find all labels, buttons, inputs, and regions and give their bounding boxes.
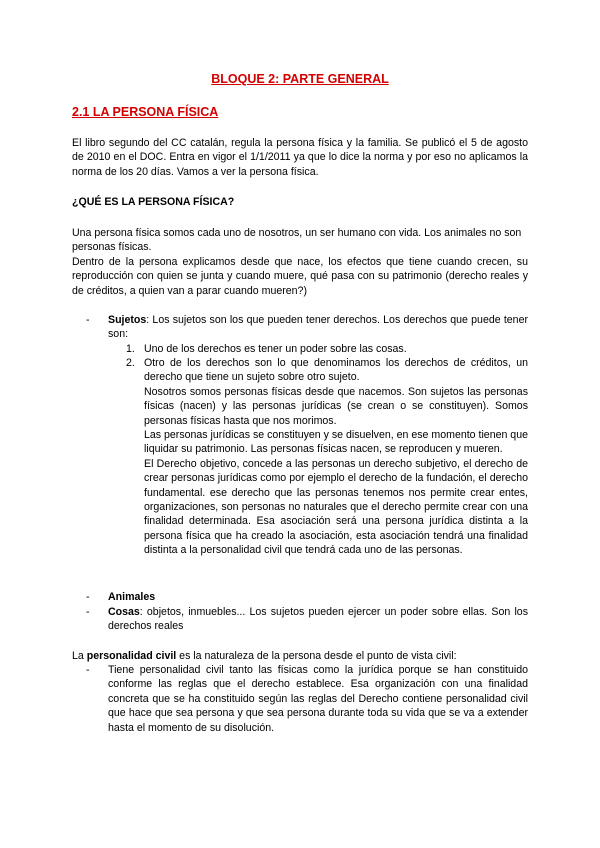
scope-paragraph: Dentro de la persona explicamos desde que nace, los efectos que tiene cuando crecen, su reproducción con quien se junta y cuando muere, qué pasa con su patrimonio (derecho reales y de créditos, a quien van a parar cuando mueren?) bbox=[72, 256, 528, 297]
cosas-text: : objetos, inmuebles... Los sujetos pueden ejercer un poder sobre ellas. Son los derechos reales bbox=[108, 606, 528, 633]
animales-label: Animales bbox=[108, 591, 156, 603]
numbered-item-2 bbox=[126, 356, 528, 558]
personalidad-text: es la naturaleza de la persona desde el punto de vista civil: bbox=[176, 650, 457, 662]
cosas-label: Cosas bbox=[108, 606, 140, 618]
numbered-text: Otro de los derechos son lo que denominamos los derechos de créditos, un derecho que tiene un sujeto sobre otro sujeto. bbox=[144, 357, 528, 384]
list-item-animales bbox=[86, 590, 528, 604]
intro-paragraph: El libro segundo del CC catalán, regula la persona física y la familia. Se publicó el 5 de agosto de 2010 en el DOC. Entra en vigor el 1/1/2011 ya que lo dice la norma y por eso no aplicamos la norma de los 20 días. Vamos a ver la persona física. bbox=[72, 137, 528, 178]
sujetos-label: Sujetos bbox=[108, 314, 147, 326]
numbered-text: Uno de los derechos es tener un poder sobre las cosas. bbox=[144, 343, 407, 355]
personalidad-paragraph bbox=[72, 649, 528, 663]
dash-marker: - bbox=[86, 591, 90, 603]
sub-paragraph-3: El Derecho objetivo, concede a las personas un derecho subjetivo, el derecho de crear personas jurídicas como por ejemplo el derecho de la fundación, el derecho fundamental. ese derecho que las personas tenemos nos permite crear entes, organizaciones, son personas no naturales que el derecho permite crear con una finalidad determinada. Esa asociación será una persona jurídica distinta a la persona física que ha creado la asociación, esta asociación tendrá una finalidad distinta a la personalidad civil que tendrá cada uno de las personas. bbox=[144, 457, 528, 557]
list-item-cosas bbox=[86, 605, 528, 634]
number-label: 2. bbox=[126, 357, 135, 369]
question-heading: ¿QUÉ ES LA PERSONA FÍSICA? bbox=[72, 196, 235, 208]
numbered-item-1 bbox=[126, 342, 528, 356]
list-item-sujetos bbox=[86, 313, 528, 342]
section-heading: 2.1 LA PERSONA FÍSICA bbox=[72, 105, 219, 119]
sub-paragraph-2: Las personas jurídicas se constituyen y se disuelven, en ese momento tienen que liquidar su patrimonio. Las personas físicas nacen, se reproducen y mueren. bbox=[144, 429, 528, 456]
document-title: BLOQUE 2: PARTE GENERAL bbox=[211, 72, 389, 86]
personalidad-label: personalidad civil bbox=[86, 650, 177, 662]
personalidad-item-text: Tiene personalidad civil tanto las físicas como la jurídica porque se han constituido conforme las reglas que el derecho establece. Esa organización con una finalidad concreta que se ha constituido según las reglas del Derecho contiene personalidad civil que hace que sea persona y que sea persona durante toda su vida que se va a extender hasta el momento de su disolución. bbox=[108, 664, 528, 734]
definition-paragraph: Una persona física somos cada uno de nosotros, un ser humano con vida. Los animales no son personas físicas. bbox=[72, 227, 522, 254]
list-item-personalidad bbox=[86, 663, 528, 735]
dash-marker: - bbox=[86, 664, 90, 676]
sujetos-text: : Los sujetos son los que pueden tener derechos. Los derechos que puede tener son: bbox=[108, 314, 528, 341]
dash-marker: - bbox=[86, 314, 90, 326]
sub-paragraph-1: Nosotros somos personas físicas desde que nacemos. Son sujetos las personas físicas (nacen) y las personas jurídicas (se crean o se constituyen). Somos personas físicas hasta que nos morimos. bbox=[144, 385, 528, 427]
dash-marker: - bbox=[86, 606, 90, 618]
personalidad-pre: La bbox=[72, 650, 87, 662]
number-label: 1. bbox=[126, 343, 135, 355]
